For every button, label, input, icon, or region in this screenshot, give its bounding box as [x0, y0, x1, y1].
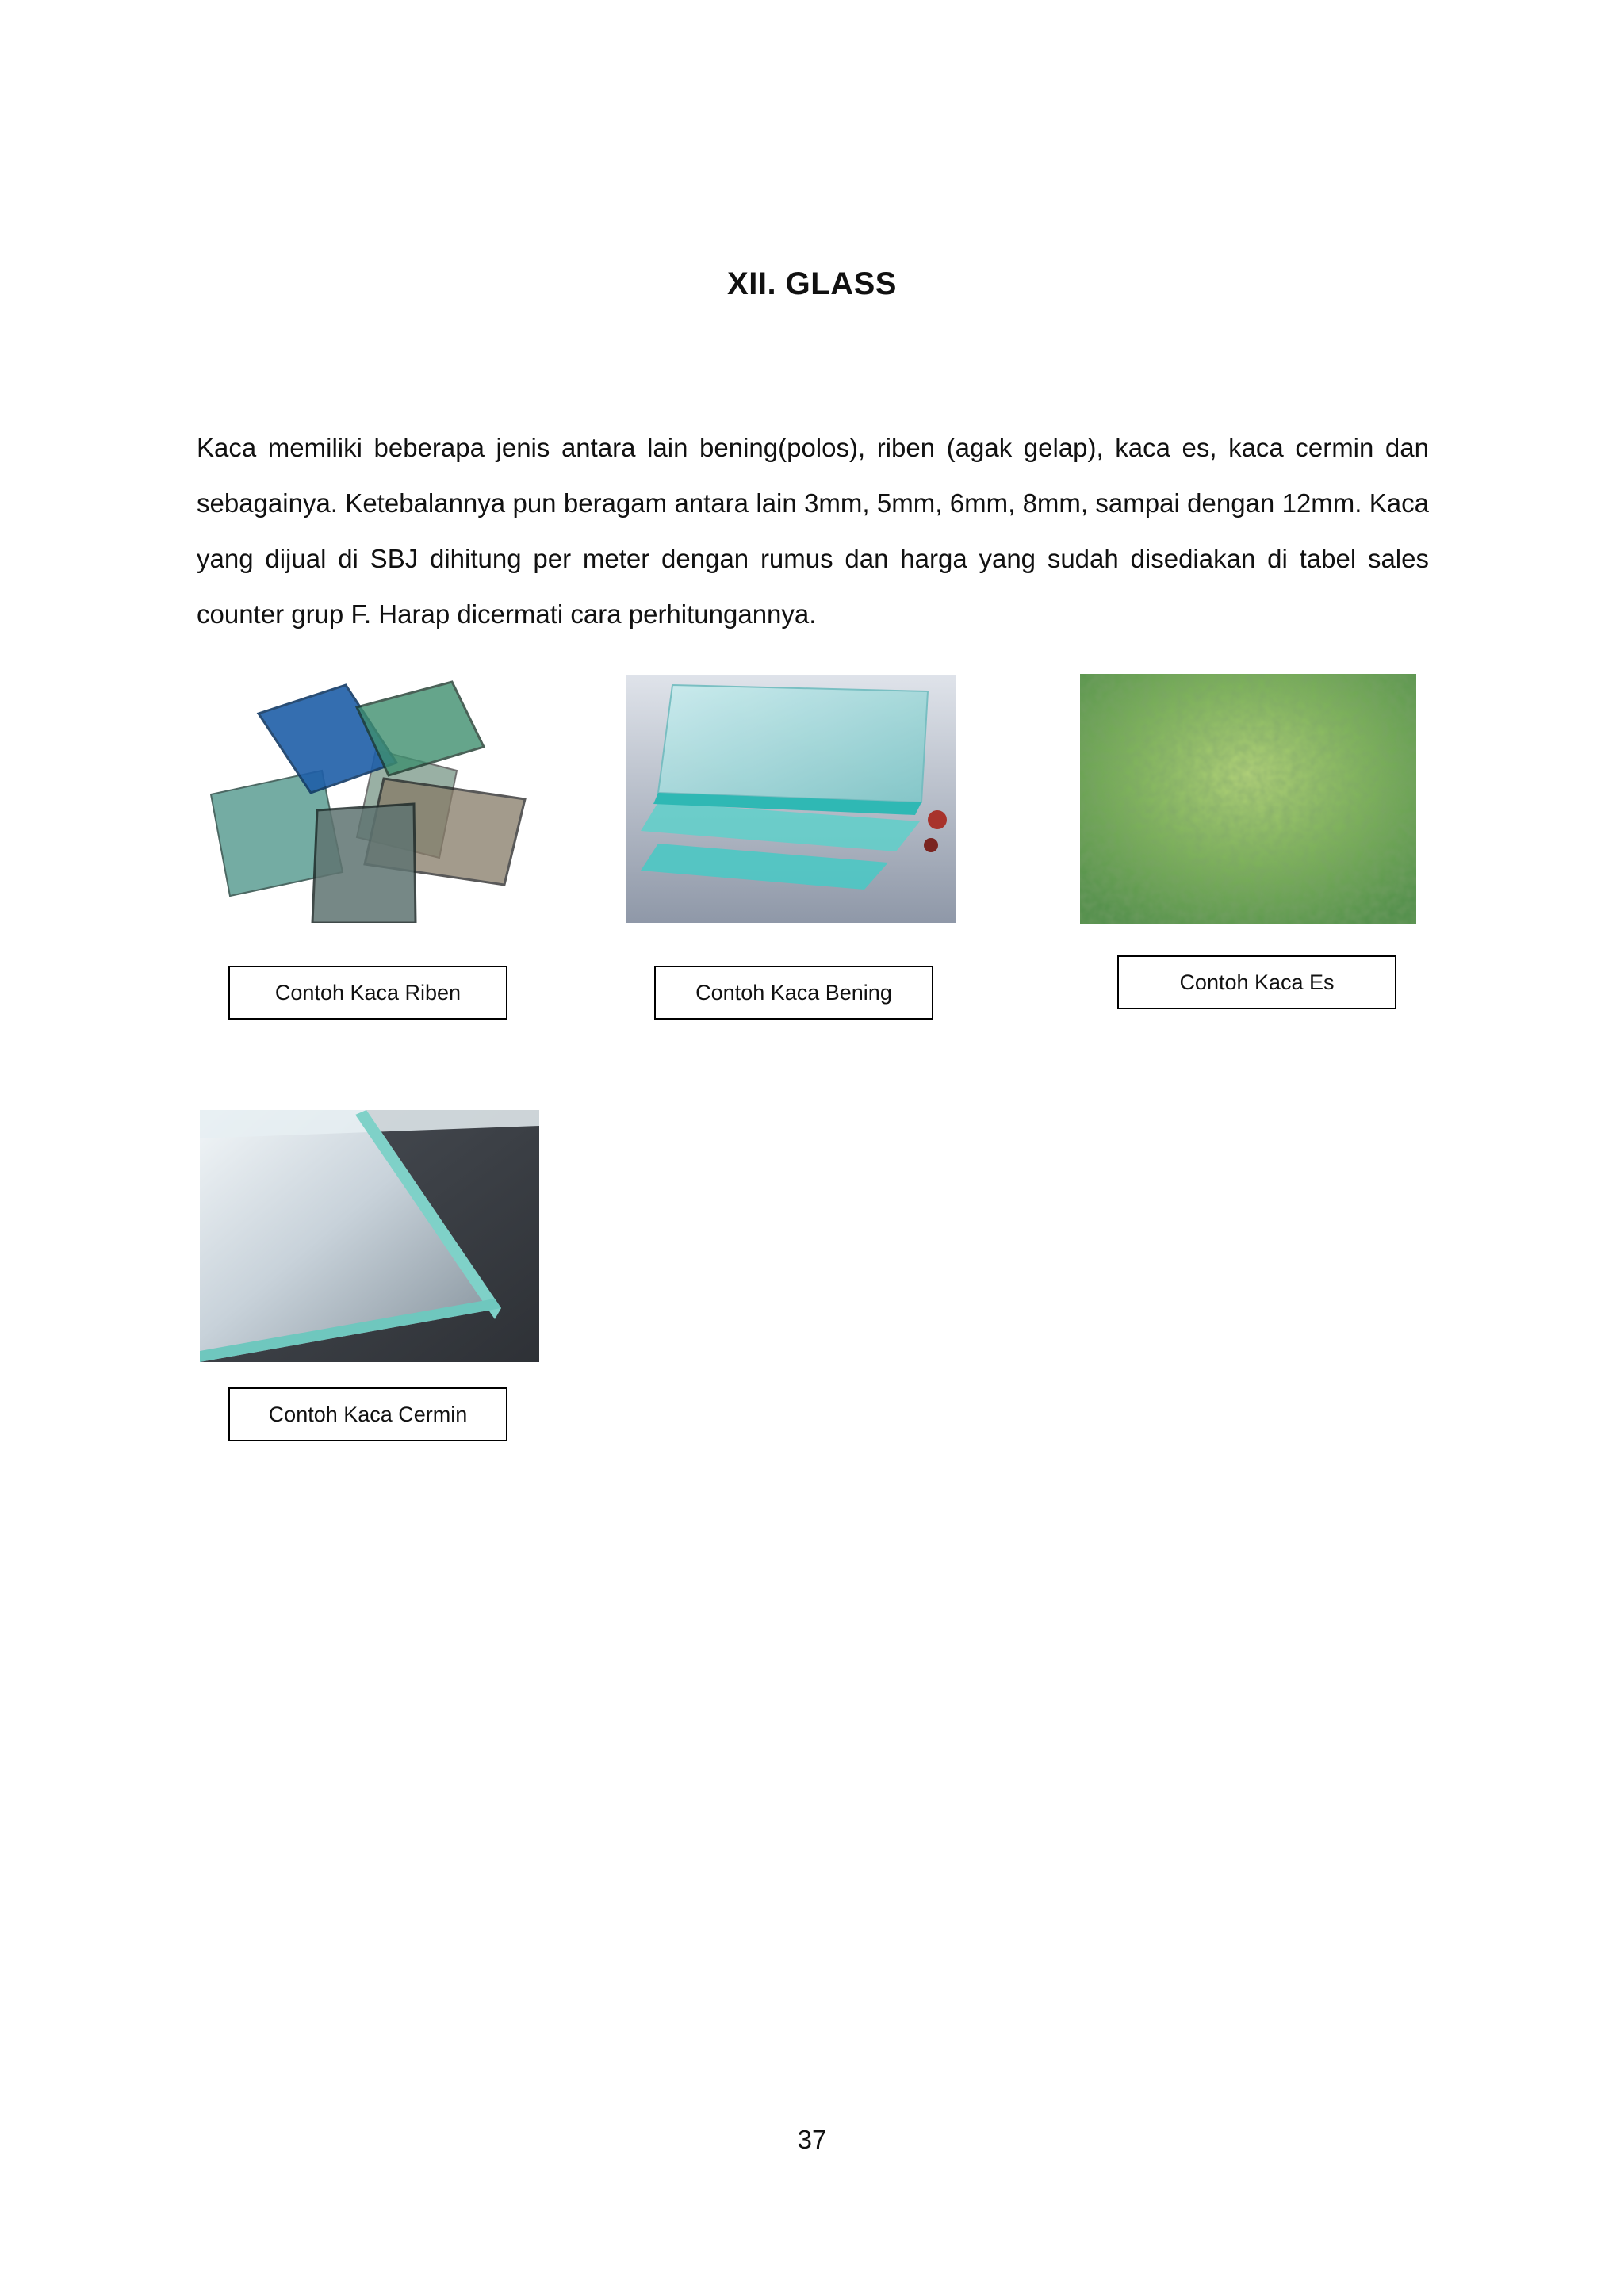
cermin-caption: Contoh Kaca Cermin: [228, 1387, 508, 1441]
es-caption: Contoh Kaca Es: [1117, 955, 1396, 1009]
bening-glass-image: [626, 675, 956, 923]
body-paragraph: Kaca memiliki beberapa jenis antara lain bening(polos), riben (agak gelap), kaca es, kaca cermin dan sebagainya. Ketebalannya pun beragam antara lain 3mm, 5mm, 6mm, 8mm, sampai dengan 12mm. Kaca yang dijual di SBJ dihitung per meter dengan rumus dan harga yang sudah disediakan di tabel sales counter grup F. Harap dicermati cara perhitungannya.: [197, 433, 1429, 629]
cermin-glass-image: [200, 1110, 539, 1362]
riben-caption: Contoh Kaca Riben: [228, 966, 508, 1020]
es-glass-image: [1080, 674, 1416, 924]
page-number: 37: [797, 2125, 827, 2154]
page-title: XII. GLASS: [727, 266, 897, 301]
riben-glass-image: [201, 675, 538, 923]
bening-caption: Contoh Kaca Bening: [654, 966, 933, 1020]
